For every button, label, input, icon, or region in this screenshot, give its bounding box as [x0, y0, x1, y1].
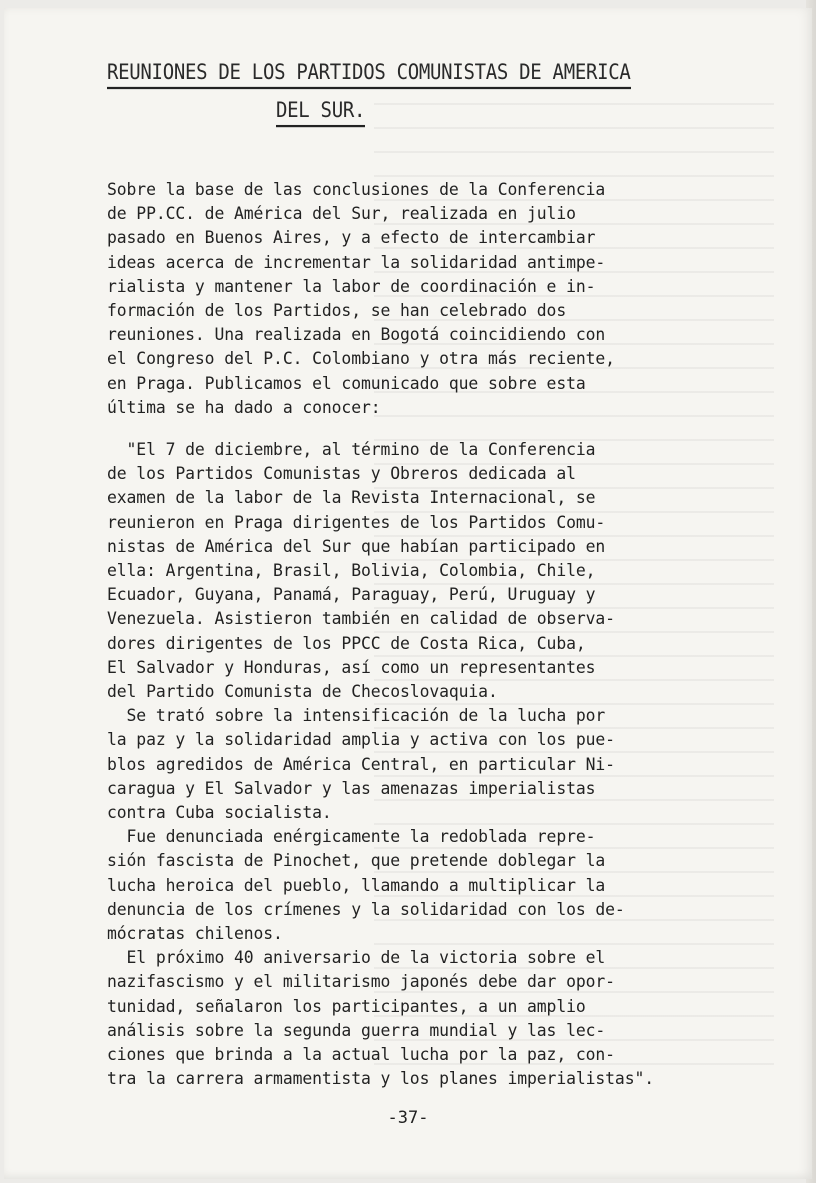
text-line: ella: Argentina, Brasil, Bolivia, Colombia, Chile,	[107, 561, 596, 581]
text-line: Fue denunciada enérgicamente la redoblada repre-	[107, 827, 596, 847]
text-line: el Congreso del P.C. Colombiano y otra más reciente,	[107, 349, 615, 369]
text-line: Sobre la base de las conclusiones de la Conferencia	[107, 180, 606, 199]
communique-text	[107, 438, 654, 1091]
text-line: última se ha dado a conocer:	[107, 397, 381, 417]
intro-paragraph	[107, 178, 615, 420]
text-line: ideas acerca de incrementar la solidaridad antimpe-	[107, 252, 606, 272]
text-line: dores dirigentes de los PPCC de Costa Rica, Cuba,	[107, 633, 586, 653]
text-line: reunieron en Praga dirigentes de los Partidos Comu-	[107, 512, 606, 532]
document-title	[107, 60, 672, 123]
text-line: análisis sobre la segunda guerra mundial y las lec-	[107, 1020, 606, 1040]
text-line: lucha heroica del pueblo, llamando a multiplicar la	[107, 875, 606, 895]
title-line-2: DEL SUR.	[276, 98, 365, 127]
text-line: reuniones. Una realizada en Bogotá coincidiendo con	[107, 325, 606, 345]
text-line: Ecuador, Guyana, Panamá, Paraguay, Perú, Uruguay y	[107, 585, 596, 605]
text-line: El Salvador y Honduras, así como un representantes	[107, 657, 596, 677]
text-line: contra Cuba socialista.	[107, 803, 332, 823]
text-line: "El 7 de diciembre, al término de la Conferencia	[107, 440, 596, 459]
text-line: examen de la labor de la Revista Internacional, se	[107, 488, 596, 508]
text-line: rialista y mantener la labor de coordinación e in-	[107, 276, 596, 296]
text-line: blos agredidos de América Central, en particular Ni-	[107, 754, 615, 774]
text-line: nistas de América del Sur que habían participado en	[107, 536, 606, 556]
title-line-1: REUNIONES DE LOS PARTIDOS COMUNISTAS DE AMERICA	[107, 60, 631, 89]
text-line: formación de los Partidos, se han celebrado dos	[107, 301, 567, 321]
text-line: sión fascista de Pinochet, que pretende doblegar la	[107, 851, 606, 871]
text-line: del Partido Comunista de Checoslovaquia.	[107, 682, 498, 702]
text-line: Venezuela. Asistieron también en calidad de observa-	[107, 609, 615, 629]
text-line: de los Partidos Comunistas y Obreros dedicada al	[107, 464, 576, 484]
text-line: ciones que brinda a la actual lucha por la paz, con-	[107, 1045, 615, 1065]
text-line: nazifascismo y el militarismo japonés debe dar opor-	[107, 972, 615, 992]
page-number: -37-	[387, 1108, 429, 1128]
text-line: tra la carrera armamentista y los planes imperialistas".	[107, 1069, 655, 1089]
document-page	[4, 8, 812, 1179]
text-line: denuncia de los crímenes y la solidaridad con los de-	[107, 899, 625, 919]
text-line: tunidad, señalaron los participantes, a un amplio	[107, 996, 586, 1016]
text-line: en Praga. Publicamos el comunicado que sobre esta	[107, 373, 586, 393]
text-line: de PP.CC. de América del Sur, realizada en julio	[107, 204, 576, 224]
text-line: El próximo 40 aniversario de la victoria sobre el	[107, 948, 606, 968]
text-line: pasado en Buenos Aires, y a efecto de intercambiar	[107, 228, 596, 248]
text-line: Se trató sobre la intensificación de la lucha por	[107, 706, 606, 726]
text-line: mócratas chilenos.	[107, 924, 283, 944]
text-line: caragua y El Salvador y las amenazas imperialistas	[107, 778, 596, 798]
text-line: la paz y la solidaridad amplia y activa con los pue-	[107, 730, 615, 750]
